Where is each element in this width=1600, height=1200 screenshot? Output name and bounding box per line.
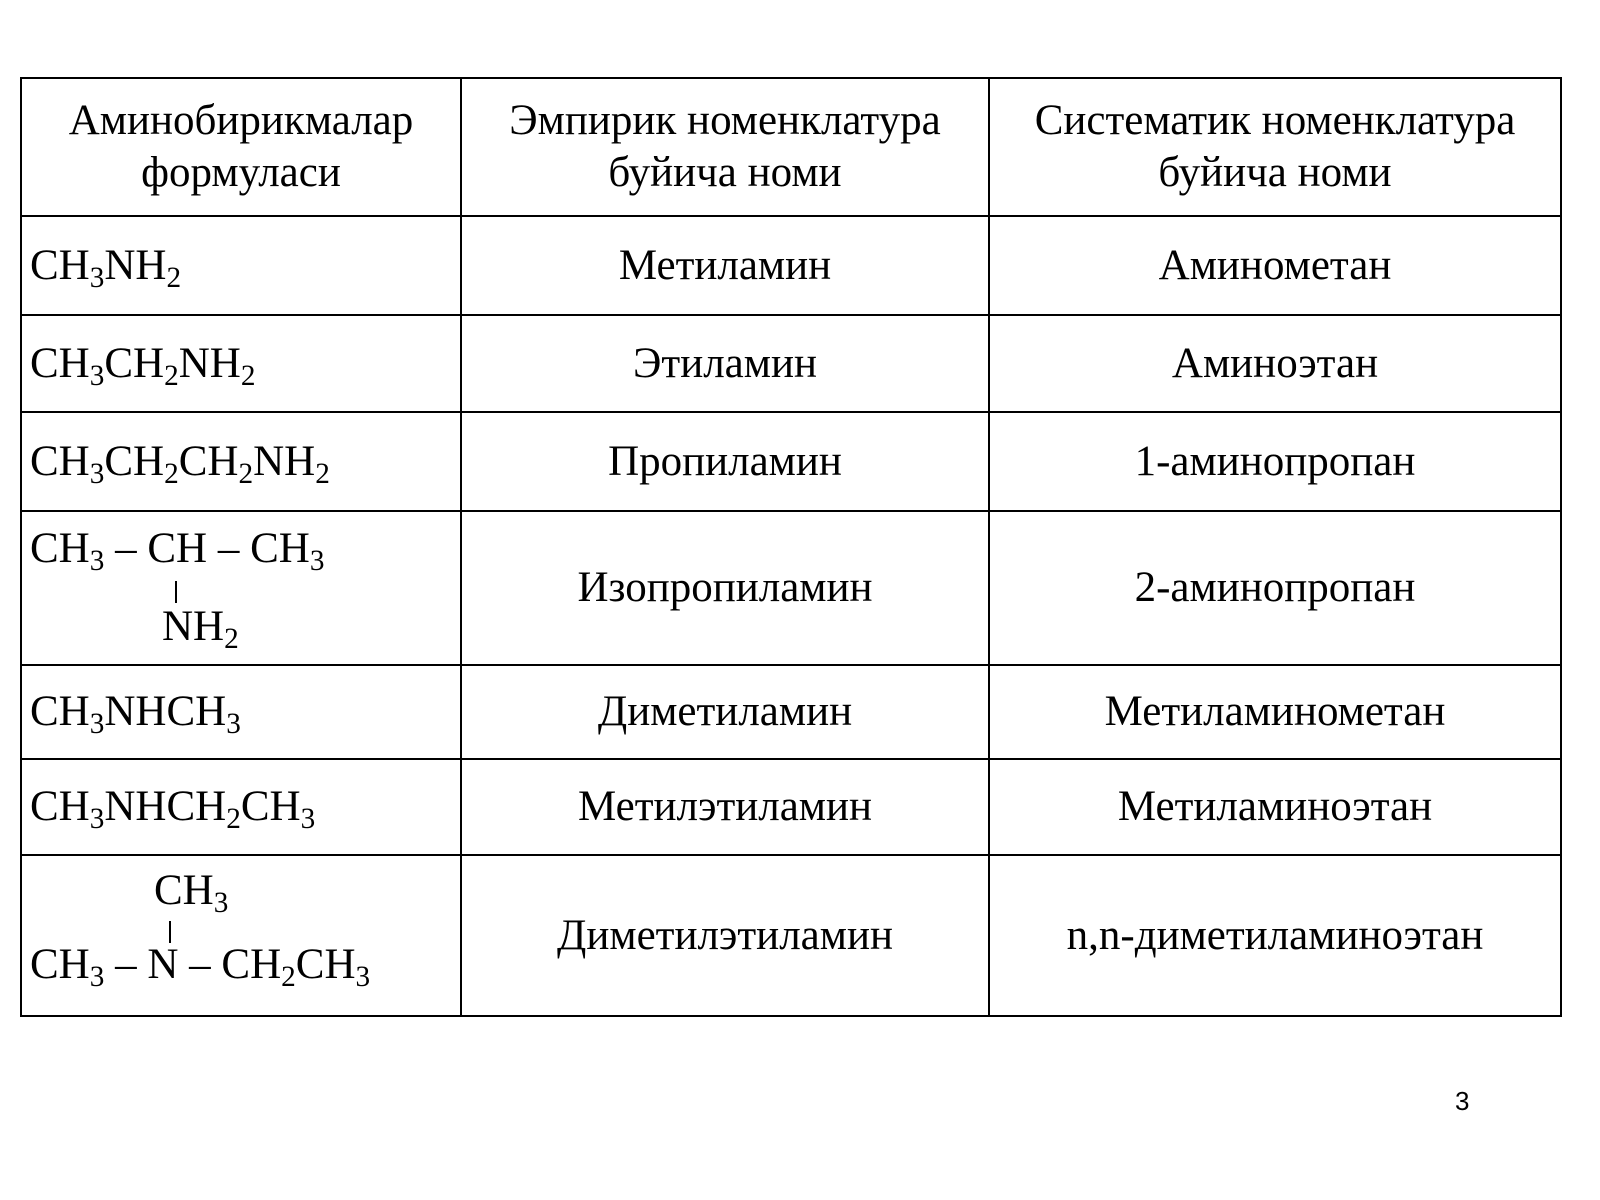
formula-main-chain: $CH_3$ – N – $CH_2CH_3$ <box>30 940 371 993</box>
bond-line <box>175 581 177 603</box>
header-systematic-name: Систематик номенклатура буйича номи <box>989 78 1561 216</box>
subscript: 3 <box>89 960 105 993</box>
subscript: 2 <box>226 803 241 836</box>
subscript: 3 <box>89 708 105 741</box>
subscript: 3 <box>213 886 229 919</box>
empirical-name-cell: Диметилэтиламин <box>461 855 989 1016</box>
formula-cell-structural <box>21 511 461 665</box>
subscript: 2 <box>315 457 330 490</box>
subscript: 3 <box>355 960 371 993</box>
subscript: 3 <box>89 457 105 490</box>
formula-cell: $CH_3CH_2NH_2$ <box>21 315 461 412</box>
systematic-name-cell: Аминоэтан <box>989 315 1561 412</box>
systematic-name-cell: n,n-диметиламиноэтан <box>989 855 1561 1016</box>
subscript: 3 <box>89 803 105 836</box>
empirical-name-cell: Диметиламин <box>461 665 989 759</box>
table-row <box>21 412 1561 511</box>
subscript: 2 <box>240 359 256 392</box>
systematic-name-cell: Метиламинометан <box>989 665 1561 759</box>
empirical-name-cell: Этиламин <box>461 315 989 412</box>
subscript: 2 <box>238 457 254 490</box>
formula-substituent: $CH_3$ <box>154 866 229 919</box>
table-row <box>21 759 1561 855</box>
empirical-name-cell: Метиламин <box>461 216 989 315</box>
subscript: 3 <box>300 803 316 836</box>
formula-cell: $CH_3NHCH_2CH_3$ <box>21 759 461 855</box>
formula-cell: $CH_3CH_2CH_2NH_2$ <box>21 412 461 511</box>
systematic-name-cell: 1-аминопропан <box>989 412 1561 511</box>
header-formula: Аминобирикмалар формуласи <box>21 78 461 216</box>
table-row <box>21 855 1561 1016</box>
subscript: 3 <box>309 545 325 578</box>
table-header-row <box>21 78 1561 216</box>
table-row <box>21 216 1561 315</box>
subscript: 2 <box>166 261 182 294</box>
systematic-name-cell: Метиламиноэтан <box>989 759 1561 855</box>
subscript: 3 <box>89 545 105 578</box>
subscript: 2 <box>281 960 296 993</box>
empirical-name-cell: Пропиламин <box>461 412 989 511</box>
formula-cell-structural <box>21 855 461 1016</box>
subscript: 3 <box>89 261 105 294</box>
formula-cell: $CH_3NHCH_3$ <box>21 665 461 759</box>
table-row <box>21 665 1561 759</box>
table-row <box>21 315 1561 412</box>
empirical-name-cell: Изопропиламин <box>461 511 989 665</box>
formula-main-chain: $CH_3$ – CH – $CH_3$ <box>30 525 325 578</box>
table-row <box>21 511 1561 665</box>
empirical-name-cell: Метилэтиламин <box>461 759 989 855</box>
amine-nomenclature-table <box>20 77 1562 1017</box>
subscript: 3 <box>89 359 105 392</box>
header-empirical-name: Эмпирик номенклатура буйича номи <box>461 78 989 216</box>
subscript: 2 <box>164 457 179 490</box>
subscript: 2 <box>164 359 179 392</box>
systematic-name-cell: 2-аминопропан <box>989 511 1561 665</box>
systematic-name-cell: Аминометан <box>989 216 1561 315</box>
subscript: 3 <box>226 708 241 741</box>
subscript: 2 <box>224 623 239 656</box>
formula-substituent: $NH_2$ <box>162 603 239 656</box>
page-number: 3 <box>1455 1086 1470 1116</box>
formula-cell: $CH_3NH_2$ <box>21 216 461 315</box>
